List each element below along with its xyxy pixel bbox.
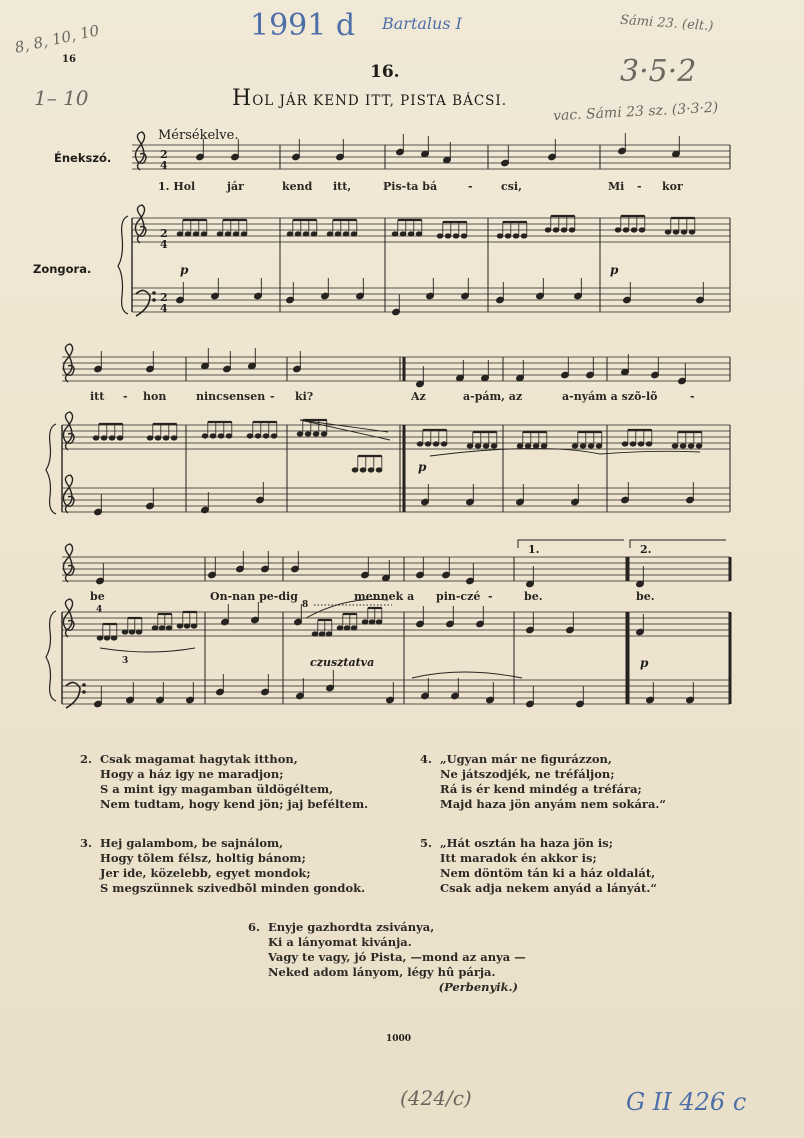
piano-brace [46, 611, 56, 701]
notehead [177, 624, 183, 629]
notehead [453, 234, 459, 239]
verse-line: Hogy a ház igy ne maradjon; [100, 767, 284, 781]
notehead [673, 230, 679, 235]
verse-line: Neked adom lányom, légy hû párja. [268, 965, 496, 979]
notehead [541, 444, 547, 449]
notehead [255, 434, 261, 439]
notehead [408, 232, 414, 237]
notehead [312, 632, 318, 637]
chord-four: 4 [96, 605, 103, 615]
notehead [177, 232, 183, 237]
dynamic-p-2: p [610, 263, 619, 277]
lyric-word: - [637, 180, 642, 193]
time-sig-lh-bottom: 4 [160, 302, 168, 315]
notehead [111, 636, 117, 641]
notehead [491, 444, 497, 449]
notehead [193, 232, 199, 237]
notehead [337, 626, 343, 631]
verse-4 [420, 752, 740, 812]
notehead [665, 230, 671, 235]
notehead [689, 230, 695, 235]
lyric-word: be. [636, 590, 655, 603]
notehead [545, 228, 551, 233]
notehead [646, 442, 652, 447]
notehead [129, 630, 135, 635]
verse-5 [420, 836, 740, 896]
notehead [104, 636, 110, 641]
verse-line: Vagy te vagy, jó Pista, —mond az anya — [268, 950, 526, 964]
notehead [327, 232, 333, 237]
handwritten-top-right: Sámi 23. (elt.) [619, 12, 714, 35]
lyric-word: - [270, 390, 275, 403]
lyric-word: be [90, 590, 105, 603]
notehead [287, 232, 293, 237]
notehead [202, 434, 208, 439]
notehead [525, 444, 531, 449]
notehead [596, 444, 602, 449]
triplet-mark: 3 [122, 656, 129, 666]
verse-line: Ki a lányomat kivánja. [268, 935, 412, 949]
notehead [351, 626, 357, 631]
notehead [416, 232, 422, 237]
notehead [441, 442, 447, 447]
notehead [210, 434, 216, 439]
notehead [362, 620, 368, 625]
handwritten-bottom-right-code: G II 426 c [626, 1088, 747, 1116]
notehead [226, 434, 232, 439]
notehead [672, 444, 678, 449]
notehead [483, 444, 489, 449]
lyric-word: mennek a [354, 590, 415, 603]
lyric-word: Az [411, 390, 426, 403]
song-title-rest: OL JÁR KEND ITT, PISTA BÁCSI. [252, 93, 508, 109]
piano-brace [118, 216, 128, 314]
notehead [335, 232, 341, 237]
lyrics-system3 [0, 590, 804, 604]
notehead [400, 232, 406, 237]
bass-clef-dot [83, 684, 86, 687]
lyric-word: 1. Hol [158, 180, 196, 193]
lyrics-system2 [0, 390, 804, 404]
time-sig-voice-top: 2 [160, 148, 168, 161]
time-sig-rh-top: 2 [160, 227, 168, 240]
lyric-word: Mi [608, 180, 625, 193]
notehead [497, 234, 503, 239]
verse-number: 5. [420, 836, 433, 850]
lyric-word: On-nan pe-dig [210, 590, 298, 603]
verse-line: Jer ide, közelebb, egyet mondok; [100, 866, 311, 880]
verse-line: „Hát osztán ha haza jön is; [440, 836, 613, 850]
piano-brace [46, 424, 56, 514]
verse-6 [248, 920, 568, 995]
notehead [580, 444, 586, 449]
notehead [191, 624, 197, 629]
notehead [218, 434, 224, 439]
verse-number: 2. [80, 752, 93, 766]
notehead [233, 232, 239, 237]
notehead [313, 432, 319, 437]
notehead [343, 232, 349, 237]
verse-line: Nem tudtam, hogy kend jön; jaj beféltem. [100, 797, 369, 811]
verse-line: S megszünnek szivedbõl minden gondok. [100, 881, 366, 895]
notehead [630, 442, 636, 447]
notehead [109, 436, 115, 441]
lyric-word: - [468, 180, 473, 193]
notehead [631, 228, 637, 233]
notehead [368, 468, 374, 473]
notehead [376, 620, 382, 625]
notehead [311, 232, 317, 237]
notehead [569, 228, 575, 233]
notehead [369, 620, 375, 625]
lyric-word: csi, [501, 180, 522, 193]
dynamic-p-1: p [180, 263, 189, 277]
notehead [475, 444, 481, 449]
lyric-word: kend [282, 180, 313, 193]
notehead [326, 632, 332, 637]
lyric-word: kor [662, 180, 683, 193]
verse-line: „Ugyan már ne figurázzon, [440, 752, 612, 766]
notehead [247, 434, 253, 439]
notehead [263, 434, 269, 439]
handwritten-left-margin: 1– 10 [34, 86, 89, 110]
notehead [425, 442, 431, 447]
cresc-mark: czusztatva [310, 656, 375, 669]
notehead [217, 232, 223, 237]
notehead [225, 232, 231, 237]
plate-number: 1000 [386, 1034, 412, 1044]
lyric-word: - [690, 390, 695, 403]
song-title-initial: H [232, 86, 253, 111]
handwritten-top-left-16: 16 [62, 54, 76, 65]
lyric-word: ki? [295, 390, 314, 403]
notehead [147, 436, 153, 441]
notehead [622, 442, 628, 447]
notehead [122, 630, 128, 635]
notehead [159, 626, 165, 631]
notehead [360, 468, 366, 473]
lyric-word: Pis-ta bá [383, 180, 438, 193]
lyric-word: - [488, 590, 493, 603]
notehead [392, 232, 398, 237]
notehead [696, 444, 702, 449]
handwritten-blue-number: 1991 d [250, 8, 356, 43]
notehead [101, 436, 107, 441]
verse-number: 6. [248, 920, 261, 934]
lyric-word: itt, [333, 180, 352, 193]
notehead [572, 444, 578, 449]
notehead [241, 232, 247, 237]
song-number: 16. [370, 62, 400, 82]
time-sig-rh-bottom: 4 [160, 238, 168, 251]
bass-clef-dot [153, 292, 156, 295]
notehead [303, 232, 309, 237]
notehead [97, 636, 103, 641]
notehead [136, 630, 142, 635]
verse-2 [80, 752, 400, 812]
verse-author: (Perbenyik.) [438, 980, 518, 994]
handwritten-bottom-code: (424/c) [400, 1086, 472, 1110]
notehead [117, 436, 123, 441]
notehead [638, 442, 644, 447]
notehead [319, 632, 325, 637]
notehead [163, 436, 169, 441]
verse-3 [80, 836, 400, 896]
notehead [271, 434, 277, 439]
verse-line: Hej galambom, be sajnálom, [100, 836, 284, 850]
notehead [680, 444, 686, 449]
tempo-marking: Mérsékelve. [158, 128, 239, 143]
lyric-word: pin-czé [436, 590, 481, 603]
verse-line: Hogy tõlem félsz, holtig bánom; [100, 851, 306, 865]
notehead [184, 624, 190, 629]
bass-clef-dot [153, 299, 156, 302]
piano-label: Zongora. [33, 262, 92, 276]
notehead [521, 234, 527, 239]
notehead [561, 228, 567, 233]
notehead [155, 436, 161, 441]
notehead [417, 442, 423, 447]
verse-line: Rá is ér kend mindég a tréfára; [440, 782, 642, 796]
voice-label: Énekszó. [54, 151, 112, 165]
notehead [445, 234, 451, 239]
notehead [553, 228, 559, 233]
handwritten-right-number: 3·5·2 [620, 54, 697, 89]
notehead [505, 234, 511, 239]
volta-2: 2. [640, 543, 652, 556]
volta-1: 1. [528, 543, 540, 556]
lyric-word: a-nyám a szõ-lõ [562, 390, 658, 403]
notehead [201, 232, 207, 237]
verse-line: Majd haza jön anyám nem sokára.“ [440, 797, 667, 811]
time-sig-voice-bottom: 4 [160, 159, 168, 172]
dynamic-p-3: p [418, 460, 427, 474]
notehead [588, 444, 594, 449]
lyric-word: - [123, 390, 128, 403]
bass-clef-dot [83, 691, 86, 694]
notehead [615, 228, 621, 233]
notehead [305, 432, 311, 437]
verse-line: Itt maradok én akkor is; [440, 851, 597, 865]
phrase-slur [430, 448, 700, 456]
lyric-word: hon [143, 390, 167, 403]
handwritten-blue-name: Bartalus I [382, 14, 462, 33]
lyric-word: nincsensen [196, 390, 266, 403]
ottava-mark: 8 [302, 600, 309, 610]
notehead [295, 232, 301, 237]
verse-number: 3. [80, 836, 93, 850]
handwritten-right-note: vac. Sámi 23 sz. (3·3·2) [552, 99, 719, 125]
notehead [623, 228, 629, 233]
lyric-word: itt [90, 390, 105, 403]
notehead [171, 436, 177, 441]
notehead [681, 230, 687, 235]
verse-line: S a mint igy magamban üldögéltem, [100, 782, 334, 796]
notehead [352, 468, 358, 473]
verse-number: 4. [420, 752, 433, 766]
notehead [437, 234, 443, 239]
verse-line: Csak magamat hagytak itthon, [100, 752, 298, 766]
notehead [321, 432, 327, 437]
lyric-word: jár [227, 180, 244, 193]
handwritten-top-left-numbers: 8, 8, 10, 10 [13, 21, 101, 57]
verse-line: Enyje gazhordta zsiványa, [268, 920, 435, 934]
time-sig-lh-top: 2 [160, 291, 168, 304]
verse-line: Ne játszodjék, ne tréfáljon; [440, 767, 615, 781]
notehead [297, 432, 303, 437]
notehead [93, 436, 99, 441]
lyric-word: be. [524, 590, 543, 603]
notehead [185, 232, 191, 237]
verse-line: Nem döntöm tán ki a ház oldalát, [440, 866, 656, 880]
notehead [467, 444, 473, 449]
notehead [166, 626, 172, 631]
notehead [461, 234, 467, 239]
phrase-slur [412, 672, 522, 678]
verse-line: Csak adja nekem anyád a lányát.“ [440, 881, 657, 895]
notehead [376, 468, 382, 473]
lyrics-system1 [0, 180, 804, 194]
notehead [513, 234, 519, 239]
notehead [152, 626, 158, 631]
notehead [351, 232, 357, 237]
dynamic-p-4: p [640, 656, 649, 670]
notehead [517, 444, 523, 449]
phrase-slur [100, 648, 195, 652]
lyric-word: a-pám, az [463, 390, 523, 403]
notehead [433, 442, 439, 447]
notehead [639, 228, 645, 233]
notehead [533, 444, 539, 449]
notehead [688, 444, 694, 449]
notehead [344, 626, 350, 631]
